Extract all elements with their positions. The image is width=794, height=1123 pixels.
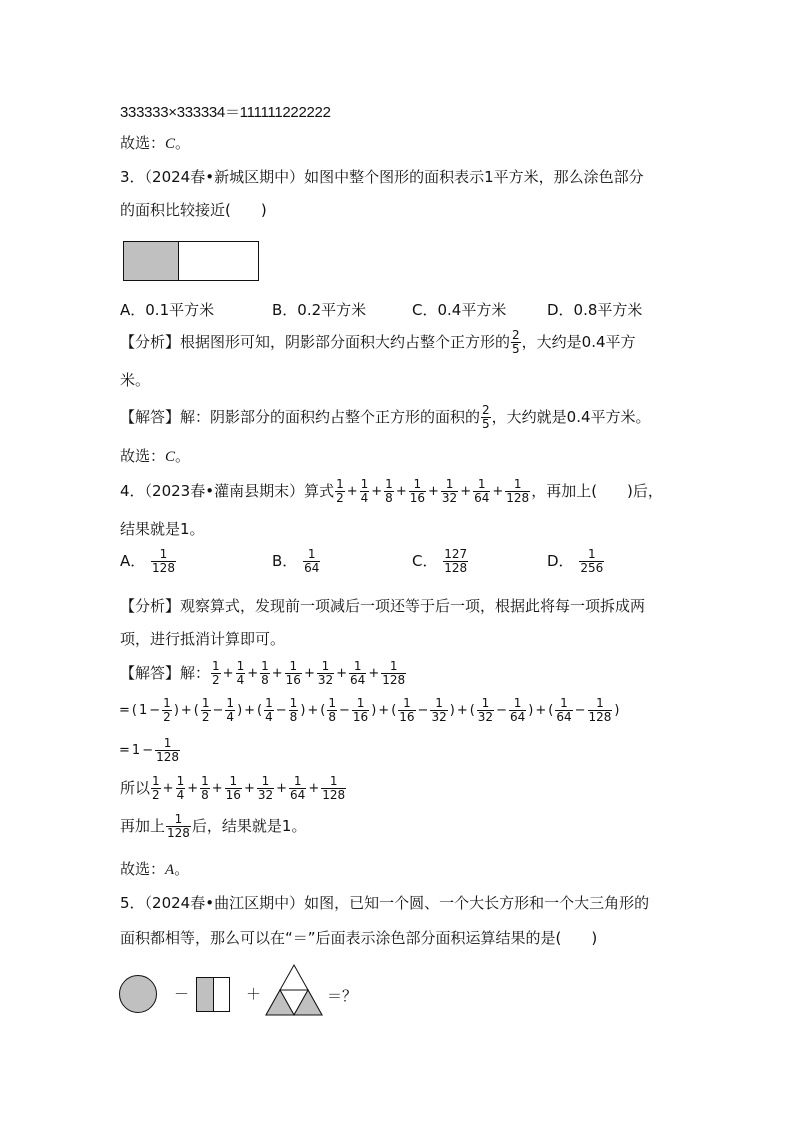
q5-rectangle (196, 977, 230, 1012)
option-label: A． (120, 552, 146, 570)
denominator: 128 (382, 673, 406, 687)
q3-answer (120, 404, 651, 431)
denominator: 8 (385, 491, 393, 505)
fraction (151, 775, 161, 802)
q3-line1: 3．（2024春•新城区期中）如图中整个图形的面积表示1平方米，那么涂色部分 (120, 168, 644, 186)
q5-triangle (265, 964, 323, 1016)
q4-prefix: 4．（2023春•灌南县期末）算式 (120, 482, 335, 500)
plus-sign: + (460, 483, 472, 499)
numerator: 1 (201, 774, 209, 788)
fraction (477, 697, 494, 724)
denominator: 32 (317, 673, 334, 687)
plus-sign: + (222, 665, 234, 681)
denominator: 2 (152, 788, 160, 802)
q3-answer-text: 【解答】解：阴影部分的面积约占整个正方形的面积的 (120, 408, 481, 426)
denominator: 4 (176, 788, 185, 802)
denominator: 5 (482, 417, 490, 431)
q3-option-c: C．0.4平方米 (412, 301, 507, 319)
numerator: 1 (441, 478, 458, 492)
q4-add-suffix: 后，结果就是1。 (191, 817, 307, 835)
q4-add-prefix: 再加上 (120, 817, 166, 835)
denominator: 8 (261, 673, 269, 687)
q4-option-d (547, 548, 605, 575)
numerator: 1 (201, 696, 210, 710)
choose-line (120, 133, 190, 154)
numerator: 2 (512, 328, 520, 342)
denominator: 64 (290, 788, 306, 802)
fraction (225, 697, 235, 724)
denominator: 128 (444, 561, 468, 575)
left-paren: ( (469, 702, 475, 718)
q3-analysis-text: 【分析】根据图形可知，阴影部分面积大约占整个正方形的 (120, 333, 511, 351)
denominator: 64 (556, 710, 572, 724)
fraction (360, 478, 370, 505)
fraction (430, 697, 447, 724)
plus-sign: + (378, 702, 390, 718)
fraction (211, 660, 221, 687)
numerator: 1 (226, 696, 235, 710)
minus-sign: − (142, 742, 154, 758)
equals-sign: = (119, 702, 130, 718)
denominator: 128 (506, 491, 530, 505)
fraction (264, 697, 274, 724)
denominator: 32 (431, 710, 447, 724)
numerator: 1 (588, 697, 613, 711)
numerator: 2 (482, 403, 490, 417)
fraction (236, 660, 246, 687)
denominator: 16 (352, 710, 369, 724)
denominator: 2 (201, 710, 210, 724)
denominator: 64 (509, 710, 526, 724)
minus-sign: − (149, 702, 161, 718)
q4-expansion-terms (131, 696, 621, 724)
minus-sign: − (574, 702, 586, 718)
q5-rectangle-shaded (197, 978, 214, 1011)
plus-sign: + (244, 702, 256, 718)
q3-line2: 的面积比较接近( ) (120, 201, 267, 219)
plus-sign: + (428, 483, 439, 499)
plus-sign: + (211, 780, 223, 796)
q4-result (118, 737, 181, 764)
fraction (441, 478, 458, 505)
left-paren: ( (320, 702, 326, 718)
right-paren: ) (614, 702, 620, 718)
q4-suffix: ，再加上( )后， (531, 482, 663, 500)
numerator: 1 (176, 774, 185, 788)
numerator: 1 (505, 478, 530, 492)
denominator: 128 (156, 750, 179, 764)
denominator: 64 (474, 491, 490, 505)
numerator: 1 (409, 478, 426, 492)
minus-sign: − (212, 702, 224, 718)
left-paren: ( (131, 702, 137, 718)
q4-add-line (120, 813, 306, 840)
plus-sign: + (187, 780, 199, 796)
numerator: 1 (321, 775, 346, 789)
choose-end: 。 (175, 447, 191, 465)
denominator: 8 (201, 788, 209, 802)
left-paren: ( (548, 702, 554, 718)
q4-so-prefix: 所以 (120, 779, 151, 797)
minus-sign: − (496, 702, 507, 718)
option-label: C． (412, 552, 438, 570)
plus-sign: + (243, 780, 255, 796)
numerator: 1 (336, 477, 344, 491)
numerator: 1 (225, 775, 242, 789)
denominator: 2 (336, 491, 344, 505)
right-paren: ) (173, 702, 179, 718)
minus-sign: − (339, 702, 350, 718)
fraction (352, 697, 369, 724)
choose-label: 故选： (120, 447, 166, 465)
q4-expansion (118, 697, 621, 724)
fraction (381, 660, 406, 687)
numerator: 1 (212, 659, 220, 673)
fraction (349, 660, 366, 687)
numerator: 1 (328, 696, 337, 710)
choose-label: 故选： (120, 860, 166, 878)
choose-end: 。 (175, 134, 191, 152)
fraction (555, 697, 572, 724)
denominator: 128 (588, 710, 612, 724)
q4-option-a (120, 548, 177, 575)
fraction (473, 478, 490, 505)
fraction (260, 660, 270, 687)
choose-label: 故选： (120, 134, 166, 152)
fraction (398, 697, 415, 724)
right-paren: ) (237, 702, 243, 718)
numerator: 1 (477, 697, 494, 711)
one: 1 (131, 742, 141, 758)
plus-sign: + (492, 483, 504, 499)
numerator: 1 (555, 697, 572, 711)
denominator: 128 (152, 561, 175, 575)
q3-analysis-line2: 米。 (120, 371, 151, 389)
fraction (225, 775, 242, 802)
q4-so-series (150, 774, 347, 802)
q4-analysis-line1: 【分析】观察算式，发现前一项减后一项还等于后一项，根据此将每一项拆成两 (120, 597, 646, 615)
denominator: 8 (328, 710, 337, 724)
q4-answer-series (210, 659, 407, 687)
choose-letter: C (165, 136, 176, 152)
choose-letter: A (165, 862, 175, 878)
denominator: 64 (350, 673, 366, 687)
right-paren: ) (528, 702, 534, 718)
denominator: 2 (212, 673, 220, 687)
denominator: 16 (409, 491, 425, 505)
fraction (509, 697, 526, 724)
option-label: D． (547, 552, 574, 570)
denominator: 2 (163, 710, 171, 724)
equals-sign: = (119, 742, 130, 758)
denominator: 32 (257, 788, 274, 802)
q3-fraction (511, 329, 521, 356)
numerator: 1 (303, 548, 320, 562)
numerator: 1 (155, 737, 180, 751)
q3-answer-fraction (481, 404, 491, 431)
plus-sign: + (271, 665, 283, 681)
q4-analysis-line2: 项，进行抵消计算即可。 (120, 630, 286, 648)
fraction (327, 697, 337, 724)
numerator: 1 (151, 548, 176, 562)
right-paren: ) (371, 702, 377, 718)
denominator: 128 (322, 788, 346, 802)
minus-sign: − (417, 702, 429, 718)
choose-end: 。 (174, 860, 190, 878)
q5-line2: 面积都相等，那么可以在“＝”后面表示涂色部分面积运算结果的是( ) (120, 929, 598, 947)
left-paren: ( (257, 702, 263, 718)
q4-option-b (272, 548, 321, 575)
numerator: 1 (289, 775, 306, 789)
fraction (200, 775, 210, 802)
plus-sign: + (346, 483, 358, 499)
q5-plus: ＋ (246, 985, 262, 1003)
top-equation: 333333×333334＝111111222222 (120, 104, 331, 121)
denominator: 16 (225, 788, 241, 802)
plus-sign: + (162, 780, 174, 796)
fraction (505, 478, 530, 505)
left-paren: ( (391, 702, 397, 718)
q5-equals: ＝？ (327, 987, 358, 1005)
numerator: 1 (257, 775, 274, 789)
plus-sign: + (276, 780, 288, 796)
fraction (201, 697, 211, 724)
numerator: 1 (236, 659, 245, 673)
denominator: 16 (399, 710, 415, 724)
fraction (409, 478, 426, 505)
denominator: 64 (304, 561, 320, 575)
fraction (285, 660, 302, 687)
numerator: 1 (289, 696, 298, 710)
one: 1 (138, 702, 148, 718)
denominator: 4 (265, 710, 273, 724)
denominator: 128 (167, 826, 190, 840)
q4-option-c (412, 548, 469, 575)
q5-minus: － (174, 985, 190, 1003)
numerator: 1 (473, 478, 490, 492)
minus-sign: − (275, 702, 287, 718)
plus-sign: + (395, 483, 407, 499)
q3-analysis (120, 329, 636, 356)
q3-option-d: D．0.8平方米 (547, 301, 643, 319)
numerator: 1 (317, 660, 334, 674)
denominator: 8 (289, 710, 298, 724)
fraction (384, 478, 394, 505)
fraction (176, 775, 186, 802)
plus-sign: + (371, 483, 383, 499)
numerator: 1 (509, 697, 526, 711)
plus-sign: + (336, 665, 348, 681)
denominator: 4 (236, 673, 245, 687)
fraction (317, 660, 334, 687)
right-paren: ) (300, 702, 306, 718)
q4-answer-line1 (120, 660, 407, 687)
numerator: 1 (349, 660, 366, 674)
q3-answer-text-2: ，大约就是0.4平方米。 (491, 408, 651, 426)
numerator: 1 (385, 477, 393, 491)
q3-option-a: A．0.1平方米 (120, 301, 215, 319)
q3-choose (120, 446, 190, 467)
fraction (289, 775, 306, 802)
right-paren: ) (449, 702, 455, 718)
q4-so-line (120, 775, 347, 802)
numerator: 1 (398, 697, 415, 711)
plus-sign: + (456, 702, 468, 718)
option-label: B． (272, 552, 298, 570)
q5-circle (119, 975, 157, 1013)
plus-sign: + (303, 665, 315, 681)
denominator: 256 (580, 561, 604, 575)
numerator: 1 (166, 813, 191, 827)
q4-line1 (120, 478, 663, 505)
numerator: 1 (265, 696, 273, 710)
numerator: 1 (163, 696, 171, 710)
numerator: 127 (444, 547, 468, 561)
numerator: 1 (352, 697, 369, 711)
fraction (335, 478, 345, 505)
numerator: 1 (152, 774, 160, 788)
q4-choose (120, 859, 189, 880)
left-paren: ( (193, 702, 199, 718)
numerator: 1 (381, 660, 406, 674)
fraction (321, 775, 346, 802)
fraction (257, 775, 274, 802)
q3-analysis-text-2: ，大约是0.4平方 (521, 333, 636, 351)
q5-line1: 5．（2024春•曲江区期中）如图，已知一个圆、一个大长方形和一个大三角形的 (120, 894, 650, 912)
fraction (289, 697, 299, 724)
denominator: 16 (285, 673, 301, 687)
fraction (162, 697, 172, 724)
q4-series (334, 477, 531, 505)
fraction (588, 697, 613, 724)
denominator: 4 (226, 710, 235, 724)
numerator: 1 (261, 659, 269, 673)
denominator: 5 (512, 342, 520, 356)
numerator: 1 (360, 477, 369, 491)
plus-sign: + (535, 702, 547, 718)
denominator: 32 (441, 491, 458, 505)
q3-option-b: B．0.2平方米 (272, 301, 367, 319)
plus-sign: + (247, 665, 259, 681)
denominator: 32 (477, 710, 494, 724)
q4-answer-label: 【解答】解： (120, 664, 211, 682)
q3-figure (123, 241, 259, 281)
numerator: 1 (285, 660, 302, 674)
choose-letter: C (165, 449, 176, 465)
plus-sign: + (307, 702, 319, 718)
numerator: 1 (579, 548, 604, 562)
plus-sign: + (180, 702, 192, 718)
numerator: 1 (430, 697, 447, 711)
denominator: 4 (360, 491, 369, 505)
q4-line2: 结果就是1。 (120, 520, 205, 538)
plus-sign: + (368, 665, 380, 681)
q3-shaded-part (124, 242, 179, 280)
plus-sign: + (308, 780, 320, 796)
